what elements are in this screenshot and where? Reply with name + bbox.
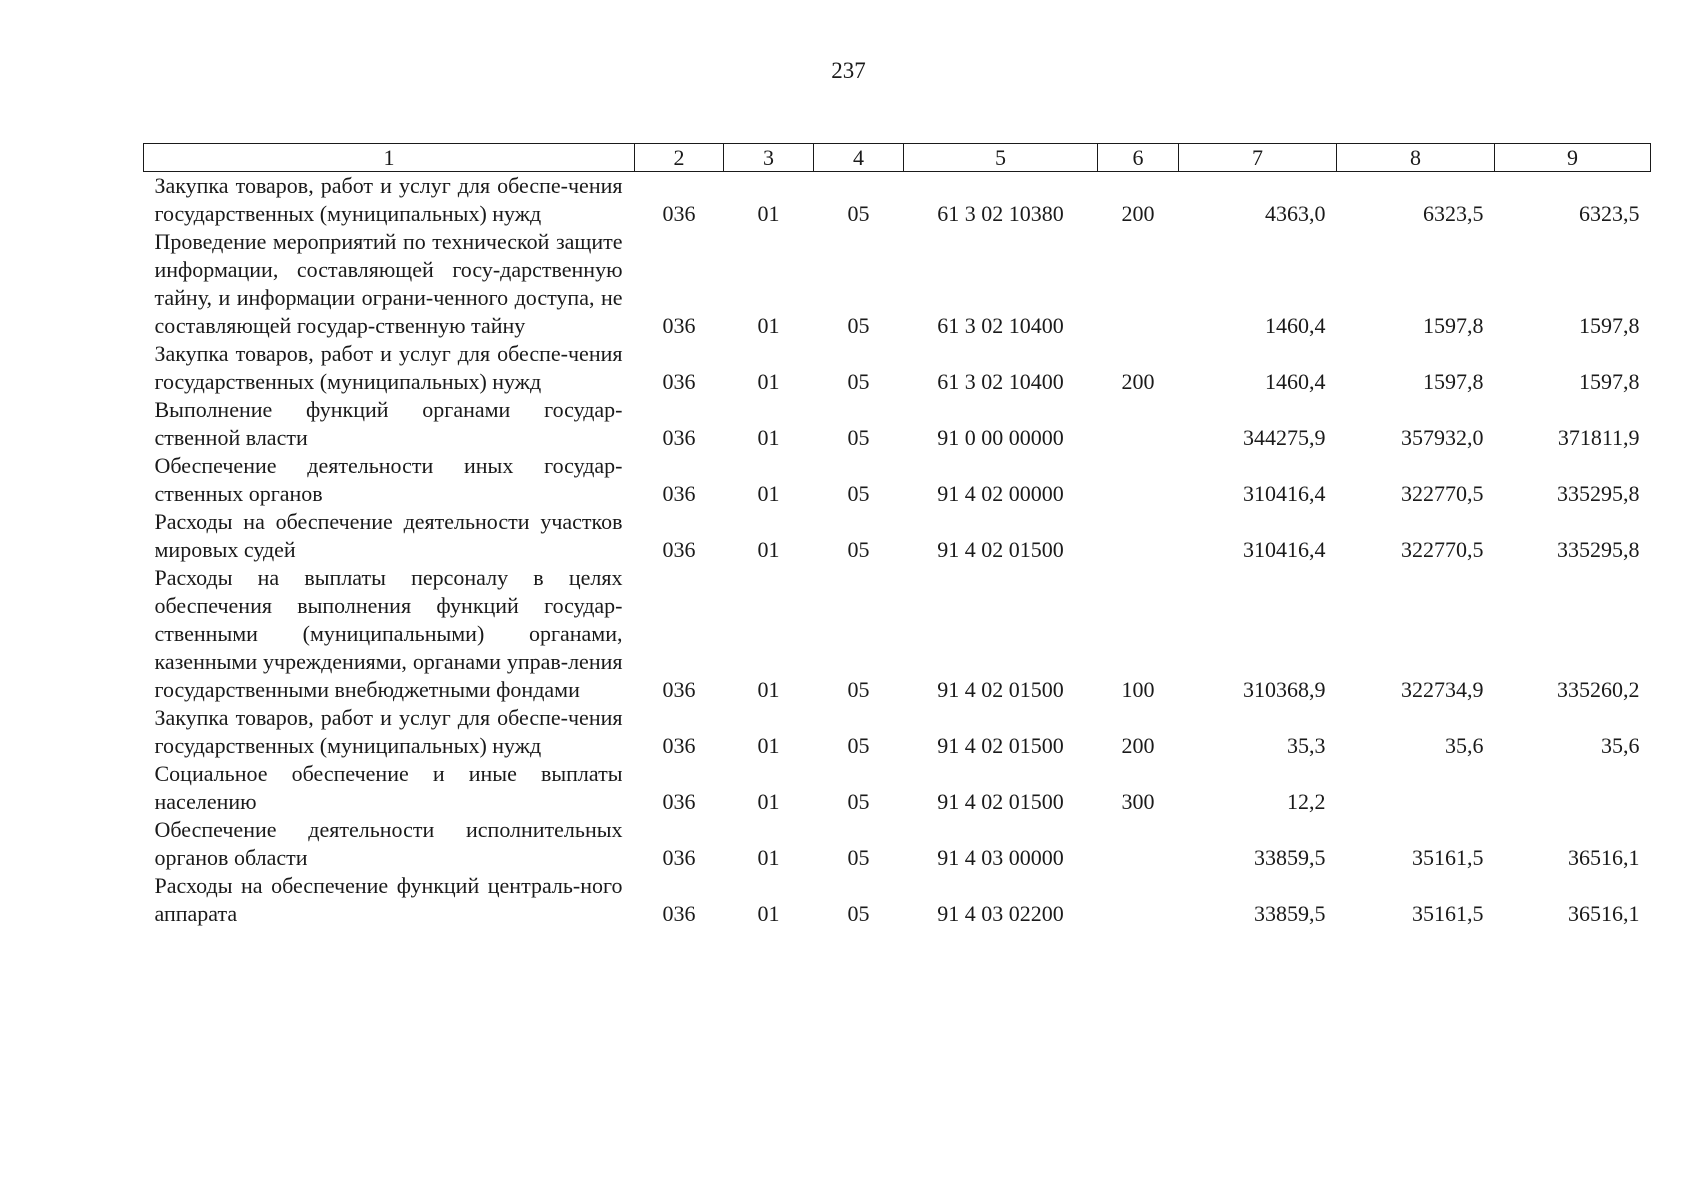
expense-type-cell: 100 <box>1121 677 1155 702</box>
column-header: 6 <box>1098 144 1179 172</box>
budget-table <box>143 143 1651 928</box>
target-article-cell: 91 4 03 00000 <box>937 845 1064 870</box>
amount-cell: 310368,9 <box>1243 677 1326 702</box>
expense-type-cell <box>1098 396 1179 452</box>
amount-cell: 1597,8 <box>1579 369 1640 394</box>
target-article-cell: 91 4 02 01500 <box>937 733 1064 758</box>
target-article-cell: 91 4 02 01500 <box>937 789 1064 814</box>
target-article-cell: 61 3 02 10400 <box>937 369 1064 394</box>
amount-cell: 36516,1 <box>1568 845 1640 870</box>
subsection-code-cell: 05 <box>847 201 870 226</box>
column-header: 9 <box>1495 144 1651 172</box>
amount-cell: 33859,5 <box>1254 901 1326 926</box>
target-article-cell: 61 3 02 10380 <box>937 201 1064 226</box>
ministry-code-cell: 036 <box>662 313 696 338</box>
ministry-code-cell: 036 <box>662 845 696 870</box>
subsection-code-cell: 05 <box>847 313 870 338</box>
amount-cell: 335295,8 <box>1557 481 1640 506</box>
expense-type-cell: 200 <box>1121 201 1155 226</box>
expense-type-cell <box>1098 228 1179 340</box>
ministry-code-cell: 036 <box>662 201 696 226</box>
amount-cell: 371811,9 <box>1557 425 1640 450</box>
subsection-code-cell: 05 <box>847 733 870 758</box>
ministry-code-cell: 036 <box>662 369 696 394</box>
section-code-cell: 01 <box>757 313 780 338</box>
subsection-code-cell: 05 <box>847 369 870 394</box>
expense-name-cell: Расходы на выплаты персоналу в целях обеспечения выполнения функций государ-ственными (муниципальными) органами, казенными учреждениями, органами управ-ления государственными внебюджетными фондами <box>154 565 623 702</box>
amount-cell: 1460,4 <box>1265 369 1326 394</box>
expense-type-cell <box>1098 872 1179 928</box>
expense-type-cell: 200 <box>1121 369 1155 394</box>
column-header: 4 <box>814 144 904 172</box>
amount-cell: 357932,0 <box>1401 425 1484 450</box>
section-code-cell: 01 <box>757 369 780 394</box>
ministry-code-cell: 036 <box>662 537 696 562</box>
column-header: 5 <box>904 144 1098 172</box>
table-row <box>144 816 1651 872</box>
ministry-code-cell: 036 <box>662 789 696 814</box>
column-header: 3 <box>724 144 814 172</box>
table-row <box>144 508 1651 564</box>
expense-name-cell: Выполнение функций органами государ-ственной власти <box>154 397 623 450</box>
column-header: 8 <box>1337 144 1495 172</box>
amount-cell: 322770,5 <box>1401 537 1484 562</box>
amount-cell: 6323,5 <box>1423 201 1484 226</box>
amount-cell <box>1337 760 1495 816</box>
amount-cell: 310416,4 <box>1243 481 1326 506</box>
subsection-code-cell: 05 <box>847 677 870 702</box>
target-article-cell: 91 4 02 00000 <box>937 481 1064 506</box>
amount-cell: 1597,8 <box>1579 313 1640 338</box>
amount-cell: 6323,5 <box>1579 201 1640 226</box>
page-number: 237 <box>831 58 866 83</box>
amount-cell: 4363,0 <box>1265 201 1326 226</box>
expense-type-cell <box>1098 508 1179 564</box>
section-code-cell: 01 <box>757 901 780 926</box>
target-article-cell: 61 3 02 10400 <box>937 313 1064 338</box>
target-article-cell: 91 0 00 00000 <box>937 425 1064 450</box>
expense-name-cell: Расходы на обеспечение функций централь-ного аппарата <box>154 873 623 926</box>
table-row <box>144 396 1651 452</box>
subsection-code-cell: 05 <box>847 425 870 450</box>
expense-type-cell: 200 <box>1121 733 1155 758</box>
section-code-cell: 01 <box>757 425 780 450</box>
table-row <box>144 340 1651 396</box>
expense-name-cell: Закупка товаров, работ и услуг для обеспе-чения государственных (муниципальных) нужд <box>154 705 623 758</box>
ministry-code-cell: 036 <box>662 733 696 758</box>
amount-cell: 1460,4 <box>1265 313 1326 338</box>
amount-cell: 35,6 <box>1445 733 1484 758</box>
expense-name-cell: Закупка товаров, работ и услуг для обеспе-чения государственных (муниципальных) нужд <box>154 173 623 226</box>
expense-name-cell: Социальное обеспечение и иные выплаты населению <box>154 761 623 814</box>
table-row <box>144 760 1651 816</box>
section-code-cell: 01 <box>757 201 780 226</box>
amount-cell: 35161,5 <box>1412 845 1484 870</box>
amount-cell: 310416,4 <box>1243 537 1326 562</box>
subsection-code-cell: 05 <box>847 901 870 926</box>
ministry-code-cell: 036 <box>662 677 696 702</box>
section-code-cell: 01 <box>757 537 780 562</box>
amount-cell: 322734,9 <box>1401 677 1484 702</box>
table-row <box>144 172 1651 229</box>
expense-name-cell: Обеспечение деятельности исполнительных органов области <box>154 817 623 870</box>
expense-type-cell: 300 <box>1121 789 1155 814</box>
amount-cell: 35,3 <box>1287 733 1326 758</box>
header-row <box>144 144 1651 172</box>
amount-cell: 1597,8 <box>1423 369 1484 394</box>
amount-cell: 344275,9 <box>1243 425 1326 450</box>
expense-name-cell: Расходы на обеспечение деятельности участков мировых судей <box>154 509 623 562</box>
expense-name-cell: Закупка товаров, работ и услуг для обеспе-чения государственных (муниципальных) нужд <box>154 341 623 394</box>
section-code-cell: 01 <box>757 733 780 758</box>
table-row <box>144 704 1651 760</box>
amount-cell: 335295,8 <box>1557 537 1640 562</box>
amount-cell: 33859,5 <box>1254 845 1326 870</box>
expense-name-cell: Обеспечение деятельности иных государ-ственных органов <box>154 453 623 506</box>
table-row <box>144 228 1651 340</box>
target-article-cell: 91 4 02 01500 <box>937 537 1064 562</box>
section-code-cell: 01 <box>757 677 780 702</box>
amount-cell: 35,6 <box>1601 733 1640 758</box>
ministry-code-cell: 036 <box>662 481 696 506</box>
section-code-cell: 01 <box>757 481 780 506</box>
ministry-code-cell: 036 <box>662 901 696 926</box>
column-header: 1 <box>144 144 635 172</box>
table-row <box>144 872 1651 928</box>
column-header: 2 <box>635 144 724 172</box>
target-article-cell: 91 4 03 02200 <box>937 901 1064 926</box>
section-code-cell: 01 <box>757 789 780 814</box>
target-article-cell: 91 4 02 01500 <box>937 677 1064 702</box>
amount-cell: 12,2 <box>1287 789 1326 814</box>
expense-type-cell <box>1098 452 1179 508</box>
amount-cell: 36516,1 <box>1568 901 1640 926</box>
amount-cell: 335260,2 <box>1557 677 1640 702</box>
amount-cell: 1597,8 <box>1423 313 1484 338</box>
amount-cell: 322770,5 <box>1401 481 1484 506</box>
subsection-code-cell: 05 <box>847 789 870 814</box>
table-body <box>144 172 1651 929</box>
subsection-code-cell: 05 <box>847 537 870 562</box>
amount-cell <box>1495 760 1651 816</box>
subsection-code-cell: 05 <box>847 481 870 506</box>
amount-cell: 35161,5 <box>1412 901 1484 926</box>
subsection-code-cell: 05 <box>847 845 870 870</box>
table-row <box>144 564 1651 704</box>
expense-type-cell <box>1098 816 1179 872</box>
table-row <box>144 452 1651 508</box>
expense-name-cell: Проведение мероприятий по технической защите информации, составляющей госу-дарственную тайну, и информации ограни-ченного доступа, не составляющей государ-ственную тайну <box>154 229 623 338</box>
column-header: 7 <box>1179 144 1337 172</box>
ministry-code-cell: 036 <box>662 425 696 450</box>
section-code-cell: 01 <box>757 845 780 870</box>
